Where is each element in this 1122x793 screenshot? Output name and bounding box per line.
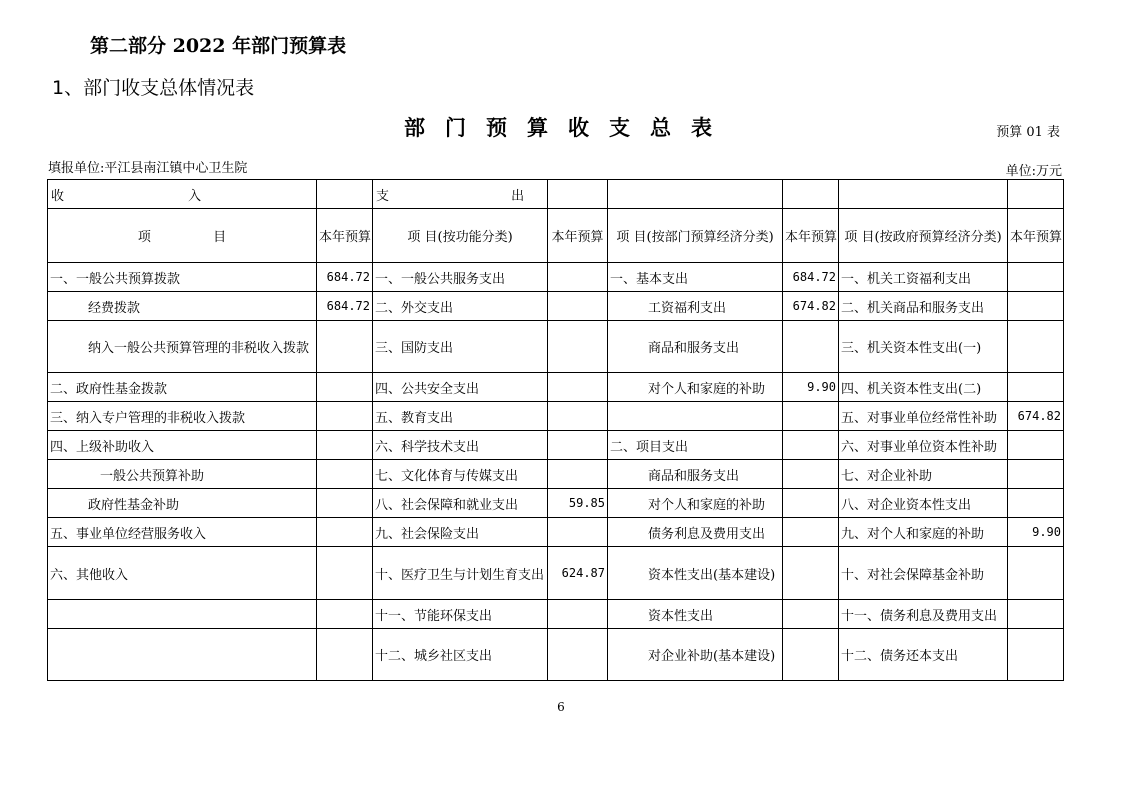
- blank-header-cell: [783, 180, 839, 209]
- func-item: 五、教育支出: [373, 402, 548, 431]
- gov-item: 六、对事业单位资本性补助: [839, 431, 1008, 460]
- income-header-cell: [48, 180, 317, 209]
- table-row: [48, 489, 1064, 518]
- dept-item: 资本性支出(基本建设): [608, 547, 783, 600]
- table-title: 部门预算收支总表: [404, 115, 732, 140]
- gov-value: [1008, 547, 1064, 600]
- header-row-group: [48, 180, 1064, 209]
- dept-item: 工资福利支出: [608, 292, 783, 321]
- dept-item: 二、项目支出: [608, 431, 783, 460]
- income-item: 经费拨款: [48, 292, 317, 321]
- expense-header-cell: [373, 180, 548, 209]
- budget-header-income: 本年预算: [317, 209, 373, 263]
- income-value: 684.72: [317, 292, 373, 321]
- dept-value: [783, 629, 839, 681]
- table-row: [48, 547, 1064, 600]
- gov-value: [1008, 292, 1064, 321]
- dept-item: [608, 402, 783, 431]
- table-row: [48, 518, 1064, 547]
- func-value: [548, 518, 608, 547]
- func-item: 二、外交支出: [373, 292, 548, 321]
- income-item: 二、政府性基金拨款: [48, 373, 317, 402]
- gov-value: 674.82: [1008, 402, 1064, 431]
- func-value: [548, 431, 608, 460]
- income-value: [317, 518, 373, 547]
- page-heading: 第二部分 2022 年部门预算表: [90, 35, 347, 57]
- gov-item-header: 项 目(按政府预算经济分类): [839, 209, 1008, 263]
- dept-item: 一、基本支出: [608, 263, 783, 292]
- gov-value: [1008, 263, 1064, 292]
- income-value: 684.72: [317, 263, 373, 292]
- income-item: 政府性基金补助: [48, 489, 317, 518]
- income-item: 四、上级补助收入: [48, 431, 317, 460]
- income-item: 五、事业单位经营服务收入: [48, 518, 317, 547]
- table-row: [48, 263, 1064, 292]
- page-number: 6: [557, 700, 565, 714]
- gov-item: 十二、债务还本支出: [839, 629, 1008, 681]
- gov-value: [1008, 321, 1064, 373]
- func-value: [548, 263, 608, 292]
- income-item: 纳入一般公共预算管理的非税收入拨款: [48, 321, 317, 373]
- currency-unit: 单位:万元: [1005, 164, 1062, 179]
- income-item: 一般公共预算补助: [48, 460, 317, 489]
- dept-value: [783, 431, 839, 460]
- table-row: [48, 292, 1064, 321]
- dept-value: 684.72: [783, 263, 839, 292]
- func-item: 十二、城乡社区支出: [373, 629, 548, 681]
- blank-header-cell: [317, 180, 373, 209]
- income-value: [317, 489, 373, 518]
- dept-item: 资本性支出: [608, 600, 783, 629]
- income-value: [317, 402, 373, 431]
- func-value: [548, 321, 608, 373]
- func-value: [548, 460, 608, 489]
- item-header-2: 目: [213, 230, 227, 245]
- expense-header: 支: [376, 188, 390, 204]
- func-value: 624.87: [548, 547, 608, 600]
- dept-item-header: 项 目(按部门预算经济分类): [608, 209, 783, 263]
- func-value: [548, 292, 608, 321]
- func-item: 九、社会保险支出: [373, 518, 548, 547]
- dept-item: 对企业补助(基本建设): [608, 629, 783, 681]
- func-item: 一、一般公共服务支出: [373, 263, 548, 292]
- income-value: [317, 373, 373, 402]
- dept-item: 债务利息及费用支出: [608, 518, 783, 547]
- func-value: [548, 629, 608, 681]
- func-value: [548, 373, 608, 402]
- func-item: 十、医疗卫生与计划生育支出: [373, 547, 548, 600]
- func-value: [548, 402, 608, 431]
- func-item: 六、科学技术支出: [373, 431, 548, 460]
- func-item: 七、文化体育与传媒支出: [373, 460, 548, 489]
- func-item: 十一、节能环保支出: [373, 600, 548, 629]
- func-item: 三、国防支出: [373, 321, 548, 373]
- gov-item: 十一、债务利息及费用支出: [839, 600, 1008, 629]
- table-row: [48, 402, 1064, 431]
- income-item: 六、其他收入: [48, 547, 317, 600]
- budget-table: [47, 179, 1064, 681]
- gov-value: [1008, 600, 1064, 629]
- form-number: 预算 01 表: [996, 125, 1060, 140]
- table-row: [48, 460, 1064, 489]
- budget-header-func: 本年预算: [548, 209, 608, 263]
- item-header-cell: [48, 209, 317, 263]
- blank-header-cell: [608, 180, 783, 209]
- func-item-header: 项 目(按功能分类): [373, 209, 548, 263]
- gov-item: 七、对企业补助: [839, 460, 1008, 489]
- func-item: 四、公共安全支出: [373, 373, 548, 402]
- income-item: 一、一般公共预算拨款: [48, 263, 317, 292]
- income-item: [48, 629, 317, 681]
- gov-value: 9.90: [1008, 518, 1064, 547]
- gov-value: [1008, 431, 1064, 460]
- gov-item: 五、对事业单位经常性补助: [839, 402, 1008, 431]
- income-value: [317, 460, 373, 489]
- income-value: [317, 629, 373, 681]
- section-subheading: 1、部门收支总体情况表: [52, 77, 255, 99]
- gov-value: [1008, 629, 1064, 681]
- blank-header-cell: [839, 180, 1008, 209]
- dept-value: 9.90: [783, 373, 839, 402]
- income-item: [48, 600, 317, 629]
- budget-header-dept: 本年预算: [783, 209, 839, 263]
- gov-item: 十、对社会保障基金补助: [839, 547, 1008, 600]
- table-row: [48, 431, 1064, 460]
- table-row: [48, 321, 1064, 373]
- blank-header-cell: [548, 180, 608, 209]
- dept-value: 674.82: [783, 292, 839, 321]
- expense-header-2: 出: [511, 188, 525, 204]
- dept-value: [783, 321, 839, 373]
- gov-value: [1008, 460, 1064, 489]
- item-header: 项: [137, 230, 151, 245]
- dept-item: 对个人和家庭的补助: [608, 489, 783, 518]
- income-value: [317, 431, 373, 460]
- gov-value: [1008, 373, 1064, 402]
- income-header-2: 入: [188, 188, 202, 204]
- dept-value: [783, 460, 839, 489]
- dept-item: 商品和服务支出: [608, 321, 783, 373]
- dept-item: 商品和服务支出: [608, 460, 783, 489]
- blank-header-cell: [1008, 180, 1064, 209]
- dept-value: [783, 489, 839, 518]
- income-header: 收: [51, 188, 65, 204]
- dept-item: 对个人和家庭的补助: [608, 373, 783, 402]
- budget-header-gov: 本年预算: [1008, 209, 1064, 263]
- gov-item: 四、机关资本性支出(二): [839, 373, 1008, 402]
- income-item: 三、纳入专户管理的非税收入拨款: [48, 402, 317, 431]
- dept-value: [783, 600, 839, 629]
- gov-value: [1008, 489, 1064, 518]
- table-row: [48, 600, 1064, 629]
- func-value: 59.85: [548, 489, 608, 518]
- gov-item: 三、机关资本性支出(一): [839, 321, 1008, 373]
- gov-item: 九、对个人和家庭的补助: [839, 518, 1008, 547]
- reporting-unit: 填报单位:平江县南江镇中心卫生院: [48, 161, 248, 176]
- table-row: [48, 373, 1064, 402]
- table-row: [48, 629, 1064, 681]
- income-value: [317, 321, 373, 373]
- dept-value: [783, 518, 839, 547]
- income-value: [317, 600, 373, 629]
- gov-item: 八、对企业资本性支出: [839, 489, 1008, 518]
- dept-value: [783, 402, 839, 431]
- func-item: 八、社会保障和就业支出: [373, 489, 548, 518]
- dept-value: [783, 547, 839, 600]
- gov-item: 二、机关商品和服务支出: [839, 292, 1008, 321]
- func-value: [548, 600, 608, 629]
- income-value: [317, 547, 373, 600]
- gov-item: 一、机关工资福利支出: [839, 263, 1008, 292]
- column-header-row: [48, 209, 1064, 263]
